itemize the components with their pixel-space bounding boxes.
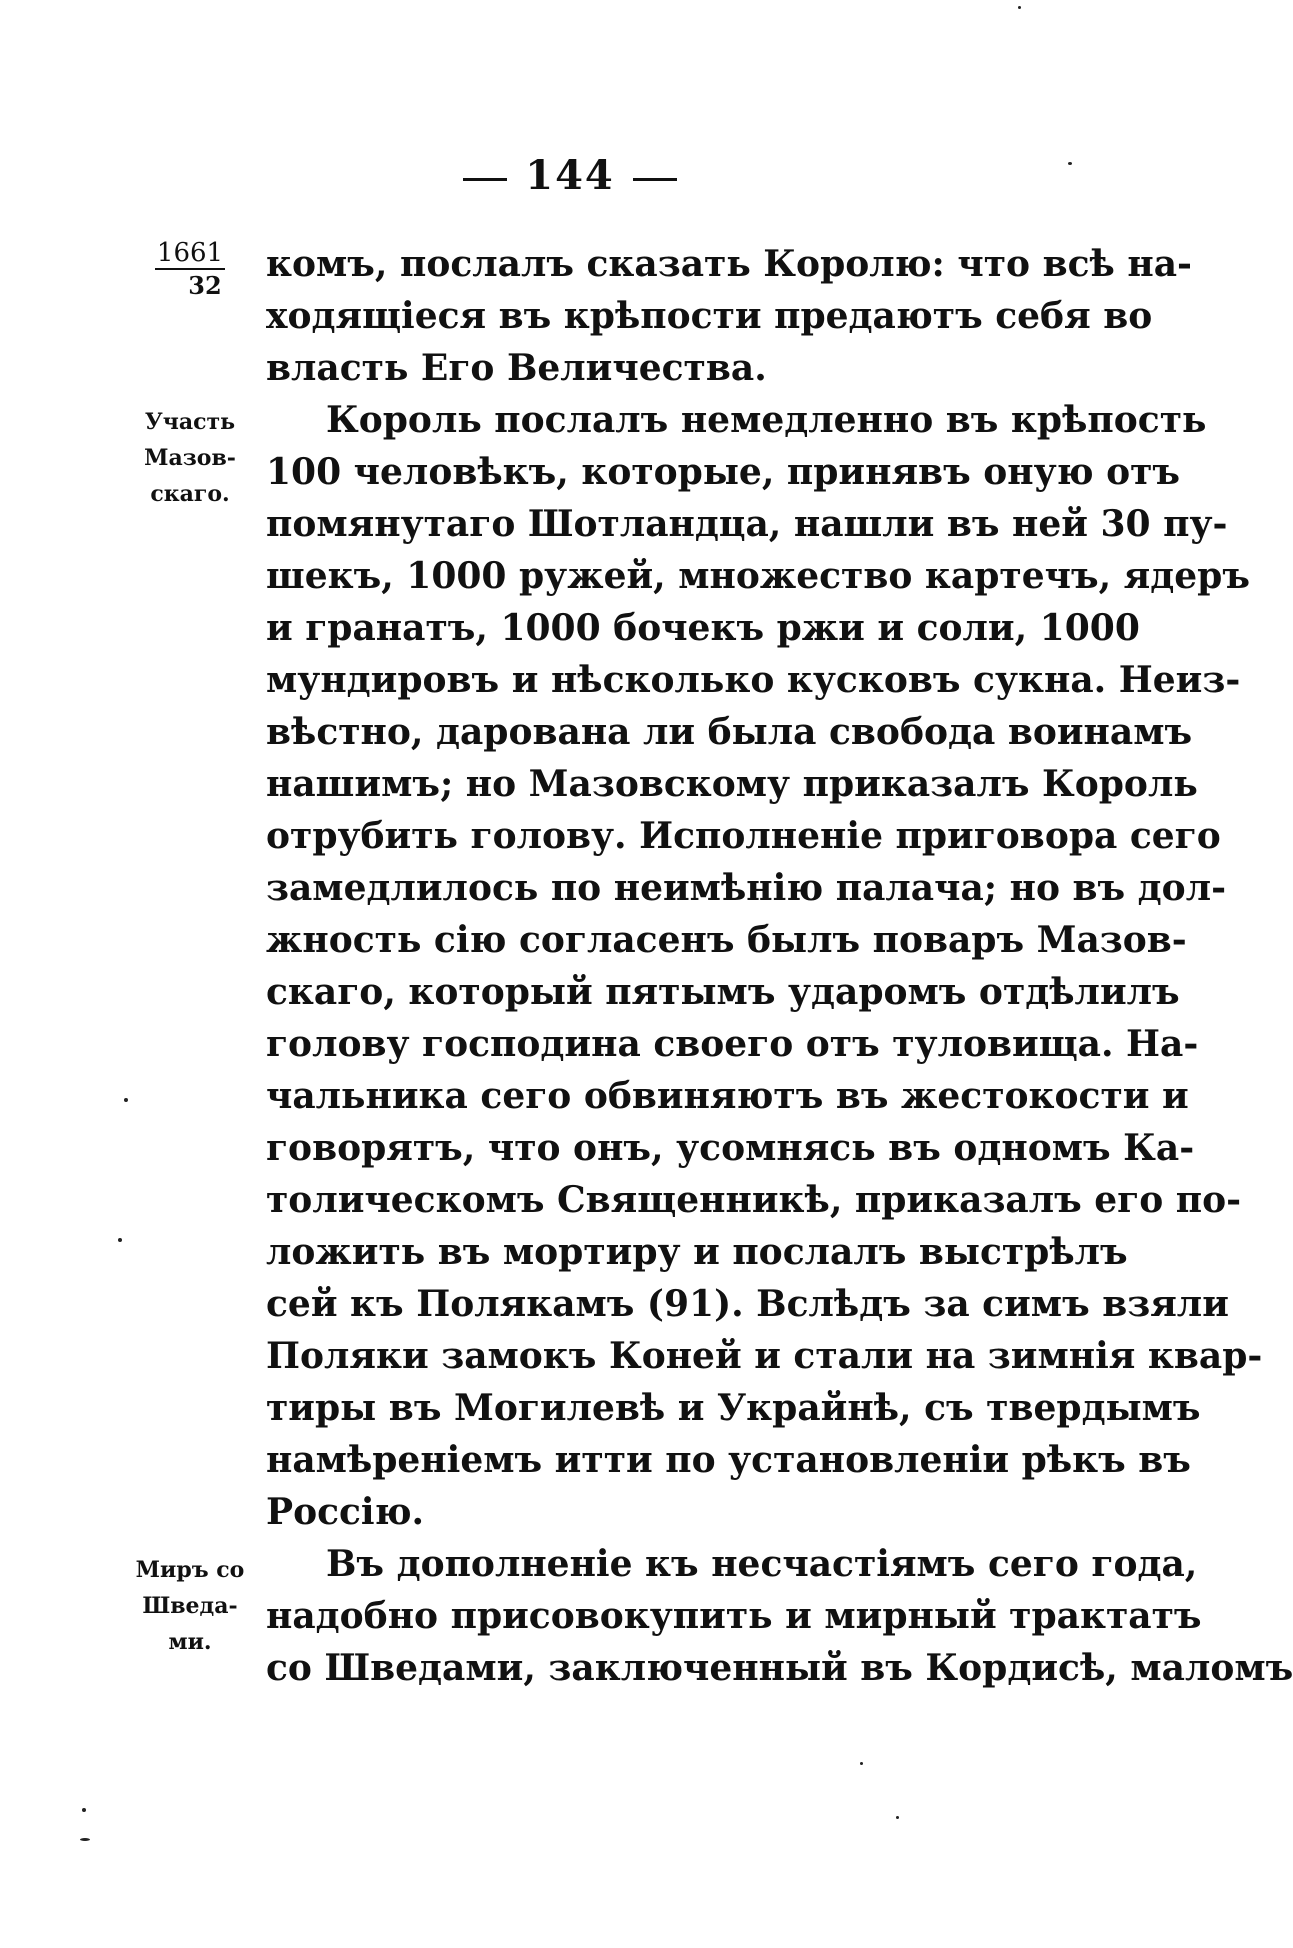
text-line: Поляки замокъ Коней и стали на зимнія квар- bbox=[266, 1335, 1263, 1377]
text-line: 100 человѣкъ, которые, принявъ оную отъ bbox=[266, 451, 1181, 493]
text-line: мундировъ и нѣсколько кусковъ сукна. Неиз- bbox=[266, 659, 1241, 701]
margin-date-year: 1661 bbox=[156, 238, 224, 268]
scan-speck bbox=[1018, 6, 1021, 9]
text-line: Король послалъ немедленно въ крѣпость bbox=[326, 399, 1207, 441]
scan-speck bbox=[124, 1098, 128, 1102]
scan-speck bbox=[82, 1808, 86, 1812]
margin-note-line: Мазов- bbox=[144, 445, 236, 471]
scan-speck bbox=[80, 1838, 90, 1841]
text-line: вѣстно, дарована ли была свобода воинамъ bbox=[266, 711, 1193, 753]
right-dash bbox=[633, 178, 677, 181]
margin-note-line: Шведа- bbox=[142, 1593, 238, 1619]
text-line: ложить въ мортиру и послалъ выстрѣлъ bbox=[266, 1231, 1128, 1273]
margin-note-line: скаго. bbox=[150, 481, 230, 507]
text-line: толическомъ Священникѣ, приказалъ его по- bbox=[266, 1179, 1242, 1221]
scan-speck bbox=[1068, 162, 1072, 165]
text-line: и гранатъ, 1000 бочекъ ржи и соли, 1000 bbox=[266, 607, 1140, 649]
scan-speck bbox=[860, 1762, 863, 1765]
text-line: ходящіеся въ крѣпости предаютъ себя во bbox=[266, 295, 1153, 337]
text-line: помянутаго Шотландца, нашли въ ней 30 пу- bbox=[266, 503, 1228, 545]
margin-note-line: ми. bbox=[168, 1629, 212, 1655]
margin-note-mazovsky bbox=[110, 404, 270, 512]
scan-speck bbox=[896, 1816, 899, 1819]
text-line: сей къ Полякамъ (91). Вслѣдъ за симъ взяли bbox=[266, 1283, 1229, 1325]
page-number: 144 bbox=[525, 152, 615, 199]
margin-note-line: Участь bbox=[144, 409, 236, 435]
text-line: со Шведами, заключенный въ Кордисѣ, маломъ bbox=[266, 1647, 1293, 1689]
text-line: надобно присовокупить и мирный трактатъ bbox=[266, 1595, 1202, 1637]
text-line: отрубить голову. Исполненіе приговора сего bbox=[266, 815, 1221, 857]
margin-date-day: 32 bbox=[188, 271, 222, 300]
text-line: голову господина своего отъ туловища. На- bbox=[266, 1023, 1199, 1065]
text-line: Въ дополненіе къ несчастіямъ сего года, bbox=[326, 1543, 1198, 1585]
text-line: шекъ, 1000 ружей, множество картечъ, ядеръ bbox=[266, 555, 1250, 597]
margin-note-line: Миръ со bbox=[135, 1557, 245, 1583]
text-line: замедлилось по неимѣнію палача; но въ дол- bbox=[266, 867, 1227, 909]
scan-speck bbox=[118, 1238, 122, 1242]
text-line: чальника сего обвиняютъ въ жестокости и bbox=[266, 1075, 1189, 1117]
text-line: говорятъ, что онъ, усомнясь въ одномъ Ка- bbox=[266, 1127, 1195, 1169]
margin-note-sweden bbox=[110, 1552, 270, 1660]
text-line: скаго, который пятымъ ударомъ отдѣлилъ bbox=[266, 971, 1180, 1013]
text-line: власть Его Величества. bbox=[266, 347, 767, 389]
text-line: намѣреніемъ итти по установленіи рѣкъ въ bbox=[266, 1439, 1191, 1481]
body-text bbox=[266, 238, 1293, 1694]
text-line: тиры въ Могилевѣ и Украйнѣ, съ твердымъ bbox=[266, 1387, 1201, 1429]
page-header bbox=[0, 152, 1140, 199]
text-line: жность сію согласенъ былъ поваръ Мазов- bbox=[266, 919, 1187, 961]
margin-date bbox=[110, 236, 270, 300]
text-line: комъ, послалъ сказать Королю: что всѣ на- bbox=[266, 243, 1192, 285]
left-dash bbox=[463, 178, 507, 181]
text-line: нашимъ; но Мазовскому приказалъ Король bbox=[266, 763, 1198, 805]
text-line: Россію. bbox=[266, 1491, 425, 1533]
